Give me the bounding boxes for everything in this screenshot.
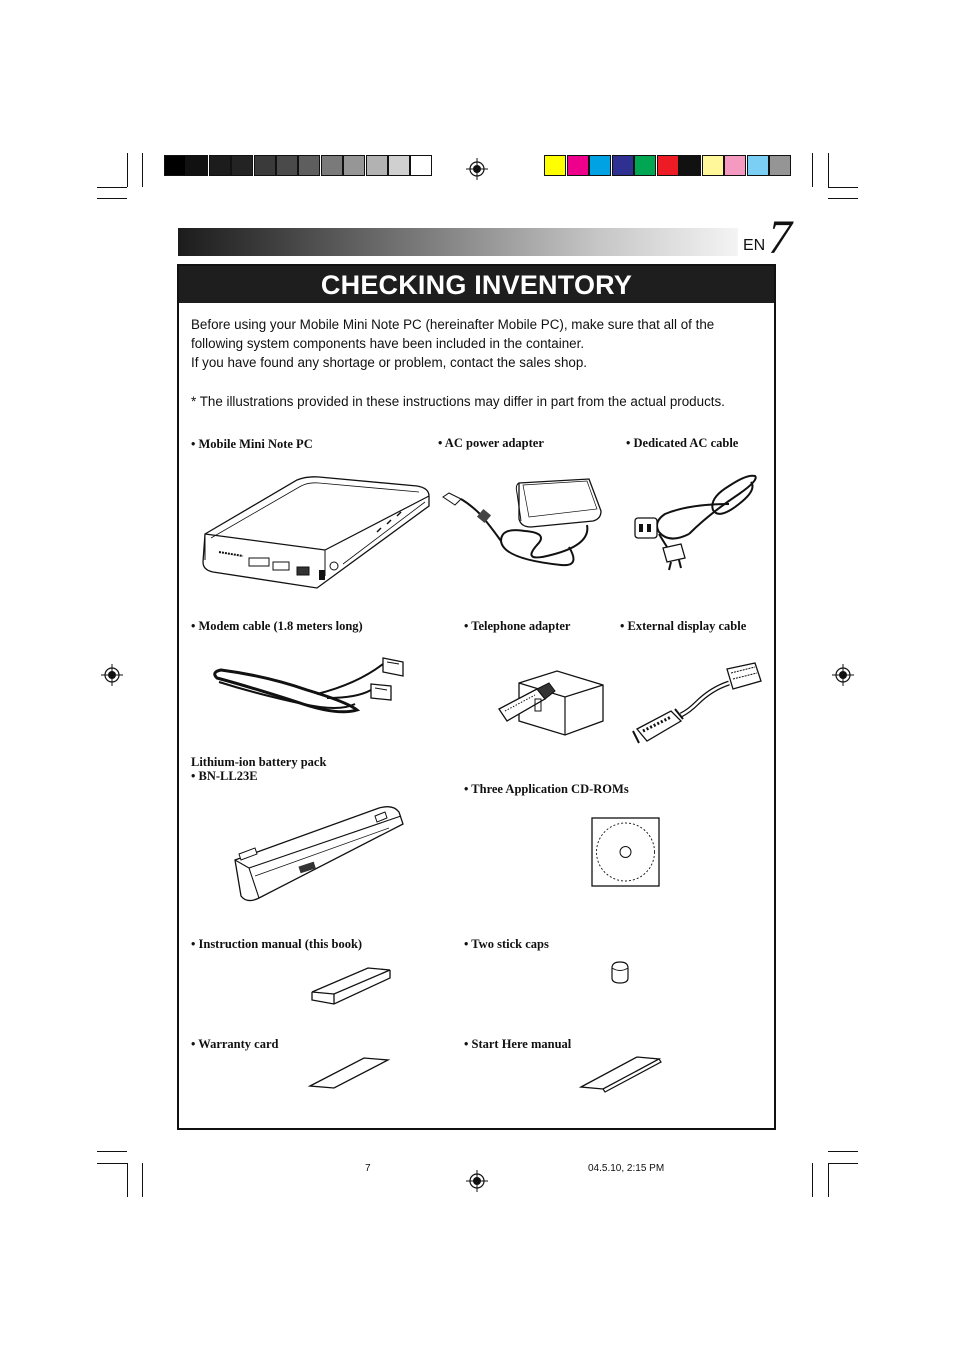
footer-timestamp: 04.5.10, 2:15 PM (588, 1163, 665, 1174)
crop-mark (142, 153, 143, 187)
item-label-display-cable: • External display cable (620, 619, 747, 633)
item-label-manual: • Instruction manual (this book) (191, 937, 363, 951)
process-color-swatch (747, 155, 769, 176)
item-label-ac-cable: • Dedicated AC cable (626, 436, 739, 450)
item-label-telephone-adapter: • Telephone adapter (464, 619, 571, 633)
stick-cap-illustration (609, 960, 631, 986)
telephone-adapter-illustration (495, 669, 605, 744)
laptop-illustration (197, 472, 437, 592)
crop-mark (127, 1163, 128, 1197)
registration-mark-icon (466, 1170, 488, 1192)
item-label-modem-cable: • Modem cable (1.8 meters long) (191, 619, 363, 633)
crop-mark (97, 187, 127, 188)
crop-mark (97, 1151, 127, 1152)
gray-swatch (366, 155, 388, 176)
modem-cable-illustration (207, 654, 417, 724)
registration-mark-icon (466, 158, 488, 180)
crop-mark (812, 153, 813, 187)
process-color-swatch (702, 155, 724, 176)
item-label-start-here: • Start Here manual (464, 1037, 572, 1051)
crop-mark (828, 1163, 858, 1164)
process-color-swatch (567, 155, 589, 176)
header-gradient-band (178, 228, 738, 256)
warranty-card-illustration (308, 1056, 390, 1092)
display-cable-illustration (631, 659, 766, 754)
footer-page-number: 7 (365, 1163, 371, 1174)
crop-mark (142, 1163, 143, 1197)
crop-mark (812, 1163, 813, 1197)
process-color-swatch (657, 155, 679, 176)
page-number: 7 (768, 211, 792, 264)
item-label-pc: • Mobile Mini Note PC (191, 437, 313, 451)
crop-mark (828, 153, 829, 187)
crop-mark (828, 198, 858, 199)
gray-swatch (209, 155, 231, 176)
registration-mark-icon (101, 664, 123, 686)
process-color-swatch (634, 155, 656, 176)
process-color-swatch (589, 155, 611, 176)
item-label-ac-adapter: • AC power adapter (438, 436, 544, 450)
page-title: CHECKING INVENTORY (179, 266, 774, 303)
cd-rom-illustration (591, 817, 661, 889)
inventory-panel (177, 264, 776, 1130)
item-label-battery: Lithium-ion battery pack (191, 755, 327, 769)
gray-swatch (388, 155, 410, 176)
item-label-cdroms: • Three Application CD-ROMs (464, 782, 629, 796)
process-color-swatch (544, 155, 566, 176)
ac-cable-illustration (629, 474, 764, 574)
gray-swatch (410, 155, 432, 176)
process-color-swatch (769, 155, 791, 176)
intro-paragraph: Before using your Mobile Mini Note PC (hereinafter Mobile PC), make sure that all of the following system components have been included in the container. (191, 317, 715, 351)
crop-mark (828, 1163, 829, 1197)
item-label-stick-caps: • Two stick caps (464, 937, 549, 951)
instruction-manual-illustration (310, 966, 392, 1008)
ac-adapter-illustration (441, 475, 611, 575)
gray-swatch (321, 155, 343, 176)
gray-swatch (276, 155, 298, 176)
illustration-note: * The illustrations provided in these instructions may differ in part from the actual products. (191, 394, 725, 409)
gray-swatch (298, 155, 320, 176)
process-color-swatch (612, 155, 634, 176)
gray-swatch (186, 155, 208, 176)
crop-mark (127, 153, 128, 187)
language-label: EN (743, 237, 766, 254)
start-here-manual-illustration (579, 1055, 663, 1095)
gray-swatch (164, 155, 186, 176)
gray-swatch (343, 155, 365, 176)
process-color-swatch (724, 155, 746, 176)
process-color-swatch (679, 155, 701, 176)
registration-mark-icon (832, 664, 854, 686)
crop-mark (97, 198, 127, 199)
gray-swatch (231, 155, 253, 176)
item-label-warranty: • Warranty card (191, 1037, 279, 1051)
crop-mark (828, 187, 858, 188)
crop-mark (828, 1151, 858, 1152)
battery-pack-illustration (229, 802, 409, 907)
intro-contact: If you have found any shortage or problem, contact the sales shop. (191, 355, 588, 370)
item-label-battery-model: • BN-LL23E (191, 769, 258, 783)
gray-swatch (254, 155, 276, 176)
crop-mark (97, 1163, 127, 1164)
